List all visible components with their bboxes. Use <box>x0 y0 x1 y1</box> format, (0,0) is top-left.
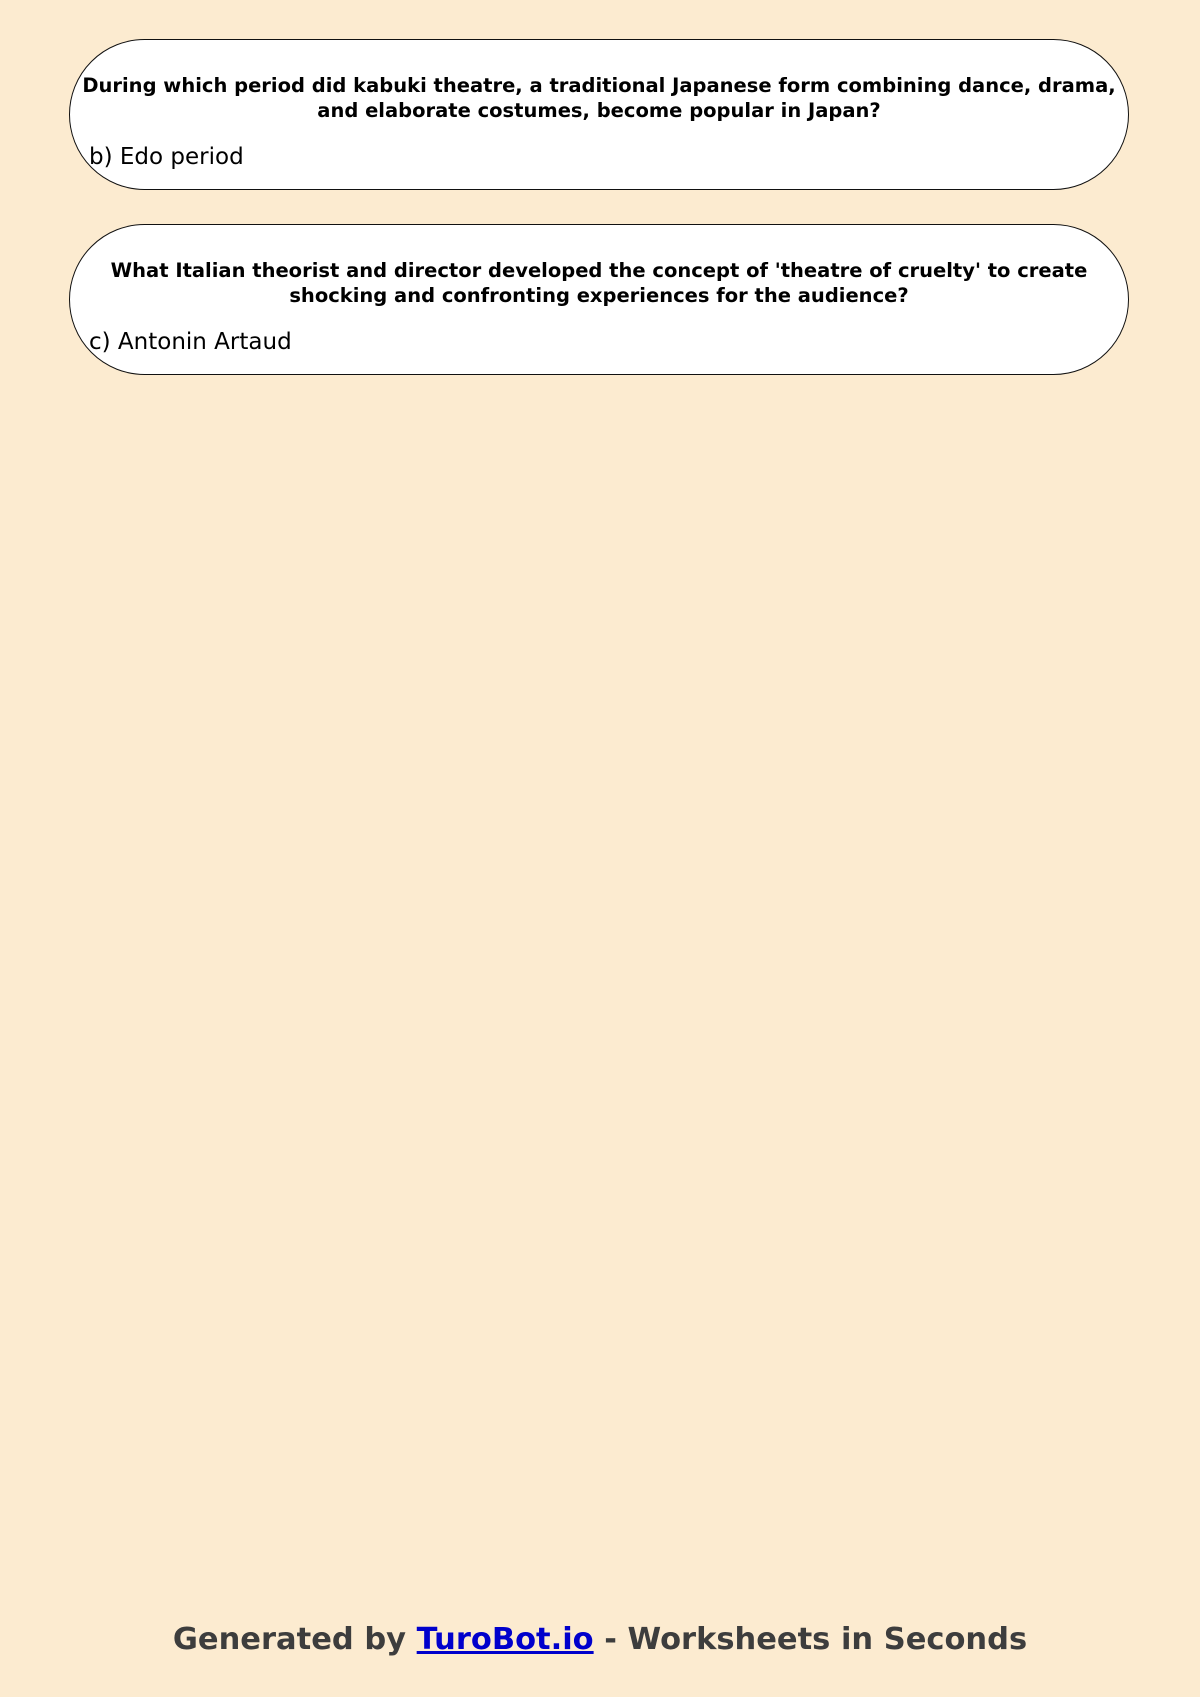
footer-prefix: Generated by <box>172 1622 417 1657</box>
question-text: During which period did kabuki theatre, a traditional Japanese form combining dance, drama, and elaborate costumes, become popular in Japan? <box>82 74 1116 122</box>
question-card <box>69 224 1129 375</box>
question-text: What Italian theorist and director developed the concept of 'theatre of cruelty' to create shocking and confronting experiences for the audience? <box>110 259 1088 307</box>
question-card <box>69 39 1129 190</box>
answer-text: c) Antonin Artaud <box>89 329 292 355</box>
footer <box>0 1620 1200 1660</box>
turobot-link[interactable]: TuroBot.io <box>416 1622 594 1657</box>
answer-text: b) Edo period <box>89 144 244 170</box>
footer-suffix: - Worksheets in Seconds <box>593 1622 1028 1657</box>
